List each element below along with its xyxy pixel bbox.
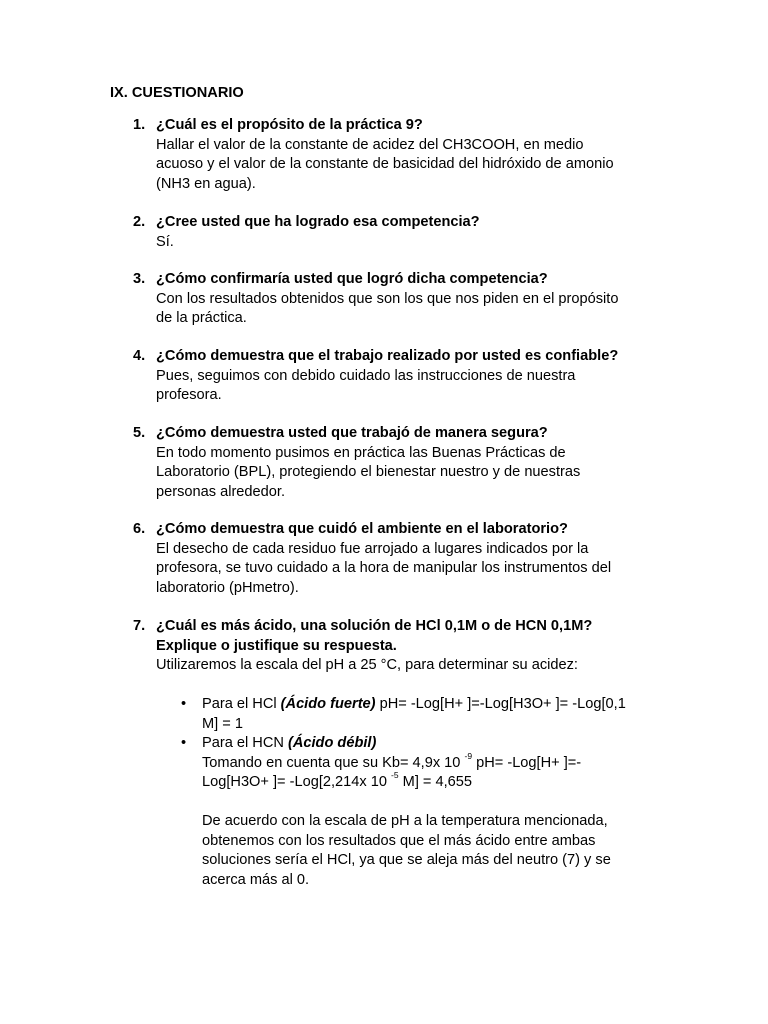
acid-bullet-list	[181, 695, 662, 793]
question-4	[133, 347, 656, 406]
bullet-item-hcn	[181, 734, 662, 793]
emphasis-weak-acid: (Ácido débil)	[287, 735, 377, 751]
bullet-line: Log[H3O+ ]= -Log[2,214x 10 $^{-5}$ M] = 4,655	[202, 770, 473, 790]
bullet-icon: •	[181, 696, 187, 712]
question-title: ¿Cómo confirmaría usted que logró dicha competencia?	[156, 271, 548, 287]
answer-line: Hallar el valor de la constante de acidez del CH3COOH, en medio	[156, 136, 584, 153]
bullet-item-hcl	[181, 695, 662, 734]
answer-intro: Utilizaremos la escala del pH a 25 °C, para determinar su acidez:	[156, 657, 578, 673]
conclusion-line: acerca más al 0.	[202, 871, 310, 888]
question-number: 4.	[133, 348, 146, 364]
question-number: 1.	[133, 117, 146, 133]
answer-line: Laboratorio (BPL), protegiendo el bienestar nuestro y de nuestras	[156, 464, 581, 480]
question-5	[133, 424, 656, 502]
question-number: 7.	[133, 618, 146, 634]
bullet-line: Para el HCl (Ácido fuerte) pH= -Log[H+ ]=-Log[H3O+ ]= -Log[0,1	[202, 696, 626, 712]
emphasis-strong-acid: (Ácido fuerte)	[280, 696, 376, 712]
section-heading: IX. CUESTIONARIO	[110, 85, 244, 101]
answer-line: El desecho de cada residuo fue arrojado a lugares indicados por la	[156, 540, 589, 557]
answer-line: profesora.	[156, 387, 222, 403]
answer-line: personas alrededor.	[156, 483, 285, 500]
answer-line: laboratorio (pHmetro).	[156, 579, 299, 596]
bullet-line: Tomando en cuenta que su Kb= 4,9x 10 $^{-9}$ pH= -Log[H+ ]=-	[202, 750, 582, 771]
question-3	[133, 270, 656, 329]
answer-line: (NH3 en agua).	[156, 175, 256, 192]
bullet-line: Para el HCN (Ácido débil)	[202, 735, 377, 751]
conclusion-line: soluciones sería el HCl, ya que se aleja más del neutro (7) y se	[202, 852, 611, 868]
exponent: -5	[391, 770, 399, 781]
answer-line: Pues, seguimos con debido cuidado las instrucciones de nuestra	[156, 367, 576, 384]
answer-line: Sí.	[156, 233, 174, 250]
answer-line: de la práctica.	[156, 310, 247, 326]
question-number: 5.	[133, 425, 146, 441]
answer-line: acuoso y el valor de la constante de basicidad del hidróxido de amonio	[156, 156, 614, 172]
question-subtitle: Explique o justifique su respuesta.	[156, 637, 397, 654]
question-title: ¿Cómo demuestra usted que trabajó de manera segura?	[156, 425, 548, 441]
answer-line: En todo momento pusimos en práctica las Buenas Prácticas de	[156, 444, 566, 461]
conclusion-paragraph	[202, 812, 652, 890]
bullet-icon: •	[181, 735, 187, 751]
question-number: 6.	[133, 521, 146, 537]
question-title: ¿Cómo demuestra que el trabajo realizado por usted es confiable?	[156, 348, 619, 364]
question-title: ¿Cómo demuestra que cuidó el ambiente en el laboratorio?	[156, 521, 568, 537]
answer-line: profesora, se tuvo cuidado a la hora de manipular los instrumentos del	[156, 560, 612, 576]
question-1	[133, 116, 656, 194]
exponent: -9	[464, 750, 473, 761]
question-2	[133, 213, 656, 252]
question-title: ¿Cree usted que ha logrado esa competencia?	[156, 214, 480, 230]
bullet-line: M] = 1	[202, 715, 243, 732]
conclusion-line: De acuerdo con la escala de pH a la temperatura mencionada,	[202, 813, 608, 829]
question-number: 2.	[133, 214, 146, 230]
question-7	[133, 617, 656, 676]
question-title: ¿Cuál es más ácido, una solución de HCl 0,1M o de HCN 0,1M?	[156, 618, 593, 634]
question-6	[133, 520, 656, 598]
answer-line: Con los resultados obtenidos que son los que nos piden en el propósito	[156, 290, 619, 307]
conclusion-line: obtenemos con los resultados que el más ácido entre ambas	[202, 832, 596, 849]
question-number: 3.	[133, 271, 146, 287]
question-title: ¿Cuál es el propósito de la práctica 9?	[156, 117, 423, 133]
